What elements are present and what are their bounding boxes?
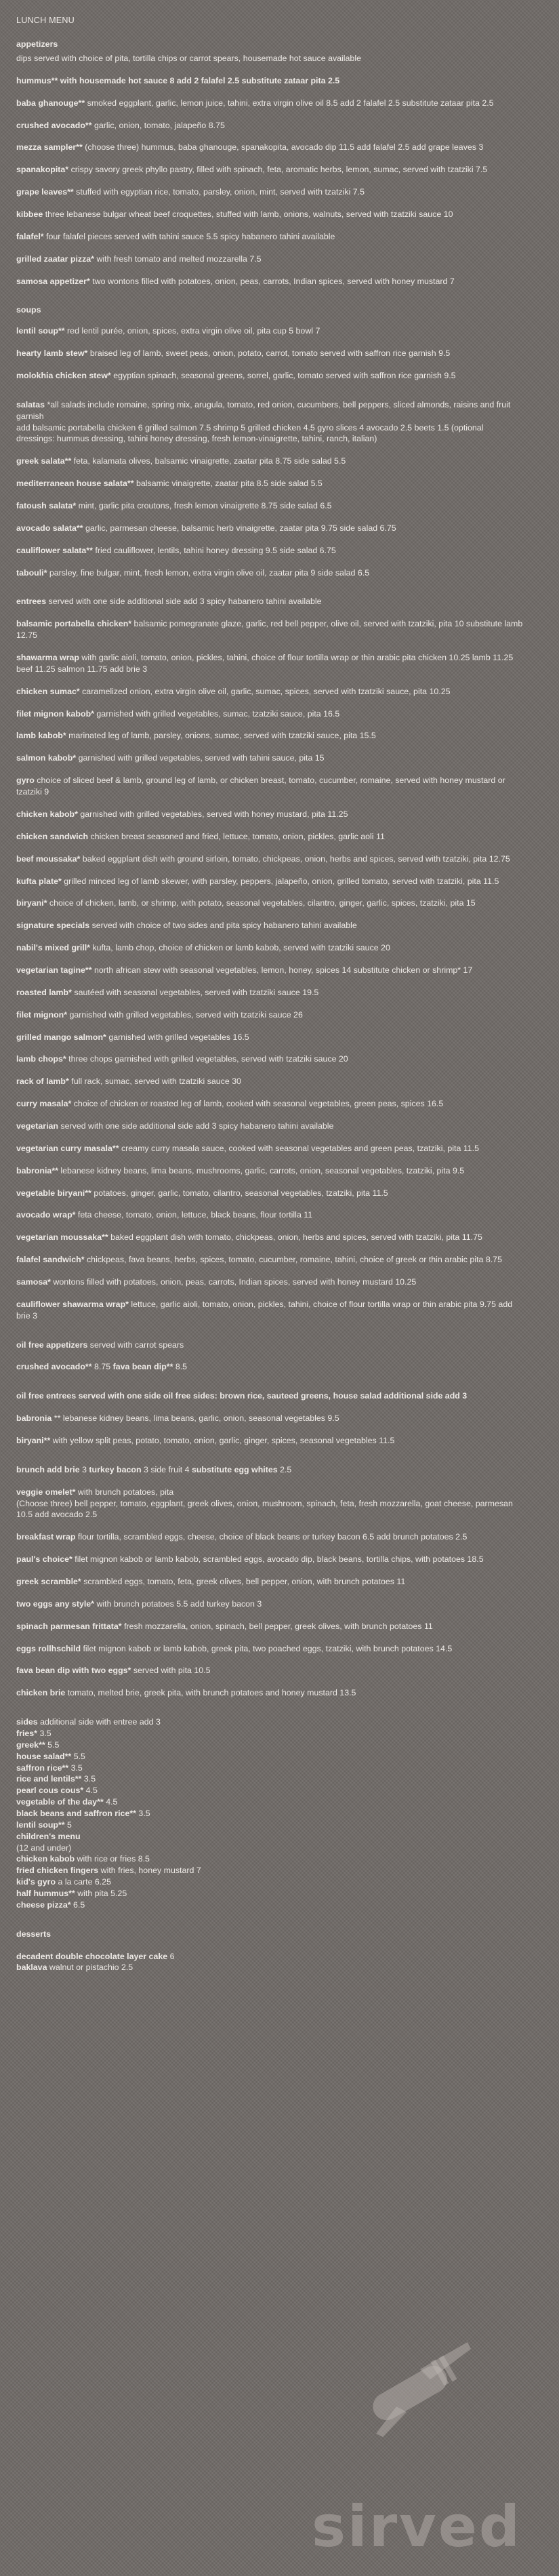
page-title: LUNCH MENU bbox=[16, 16, 75, 25]
menu-item bbox=[16, 1796, 523, 1808]
section-heading: desserts bbox=[16, 1929, 51, 1939]
menu-item bbox=[16, 1865, 523, 1876]
desserts-section bbox=[16, 1929, 523, 1974]
menu-item bbox=[16, 1888, 523, 1899]
item-description: grilled minced leg of lamb skewer, with parsley, peppers, jalapeño, onion, grilled tomato, served with tzatziki, pita 11.5 bbox=[61, 876, 499, 886]
item-name: samosa appetizer* bbox=[16, 276, 90, 286]
item-name: half hummus** bbox=[16, 1889, 75, 1899]
item-name: cauliflower shawarma wrap* bbox=[16, 1299, 129, 1309]
item-description: full rack, sumac, served with tzatziki sauce 30 bbox=[68, 1076, 241, 1087]
item-description: egyptian spinach, seasonal greens, sorrel, garlic, tomato served with saffron rice garnish 9.5 bbox=[110, 371, 456, 381]
item-name: grape leaves** bbox=[16, 187, 74, 197]
menu-item bbox=[16, 1254, 523, 1266]
item-description: choice of sliced beef & lamb, ground leg of lamb, or chicken breast, tomato, cucumber, romaine, served with honey mustard or tzatziki 9 bbox=[16, 776, 505, 797]
item-description: baked eggplant dish with tomato, chickpeas, onion, herbs and spices, served with tzatziki, pita 11.75 bbox=[108, 1232, 482, 1243]
item-description: flour tortilla, scrambled eggs, cheese, choice of black beans or turkey bacon 6.5 add brunch potatoes 2.5 bbox=[75, 1532, 468, 1542]
item-name: roasted lamb* bbox=[16, 987, 72, 997]
item-description: smoked eggplant, garlic, lemon juice, tahini, extra virgin olive oil 8.5 add 2 falafel 2.5 substitute zataar pita 2.5 bbox=[85, 98, 494, 108]
menu-item bbox=[16, 1785, 523, 1796]
item-name: decadent double chocolate layer cake bbox=[16, 1951, 168, 1961]
item-name: kid's gyro bbox=[16, 1877, 56, 1887]
item-description: four falafel pieces served with tahini sauce 5.5 spicy habanero tahini available bbox=[43, 231, 335, 241]
item-name: black beans and saffron rice** bbox=[16, 1809, 136, 1819]
menu-item bbox=[16, 370, 523, 382]
item-name: cheese pizza* bbox=[16, 1899, 71, 1910]
item-name: gyro bbox=[16, 776, 35, 786]
menu-item bbox=[16, 1819, 523, 1831]
item-name: vegetarian tagine** bbox=[16, 965, 92, 975]
item-name: lamb kabob* bbox=[16, 731, 66, 741]
sides-section bbox=[16, 1716, 523, 1911]
item-name: falafel* bbox=[16, 231, 44, 241]
item-name: greek salata** bbox=[16, 456, 72, 466]
item-name: salmon kabob* bbox=[16, 753, 77, 763]
item-description: ** lebanese kidney beans, lima beans, garlic, onion, seasonal vegetables 9.5 bbox=[51, 1413, 339, 1424]
item-name: veggie omelet* bbox=[16, 1487, 76, 1497]
item-name: grilled zaatar pizza* bbox=[16, 254, 94, 264]
item-name: entrees bbox=[16, 597, 47, 607]
item-description: choice of chicken, lamb, or shrimp, with potato, seasonal vegetables, cilantro, ginger, garlic, spices, tzatziki, pita 15 bbox=[47, 898, 476, 908]
item-name: curry masala* bbox=[16, 1099, 72, 1109]
item-name: fries* bbox=[16, 1729, 37, 1739]
item-description: served with choice of two sides and pita spicy habanero tahini available bbox=[89, 921, 357, 931]
menu-item bbox=[16, 142, 523, 153]
item-description: creamy curry masala sauce, cooked with seasonal vegetables and green peas, tzatziki, pita 11.5 bbox=[119, 1143, 480, 1153]
menu-item bbox=[16, 809, 523, 820]
item-name: hummus** bbox=[16, 75, 58, 85]
item-name: fava bean dip with two eggs* bbox=[16, 1666, 131, 1676]
item-description: lettuce, garlic aioli, tomato, onion, pickles, tahini, choice of flour tortilla wrap or thin arabic pita 9.75 add brie 3 bbox=[16, 1299, 513, 1321]
item-description: chickpeas, fava beans, herbs, spices, tomato, cucumber, romaine, tahini, choice of greek or thin arabic pita 8.75 bbox=[84, 1255, 502, 1265]
item-name: paul's choice* bbox=[16, 1554, 73, 1565]
menu-item bbox=[16, 1843, 523, 1854]
item-description: 4.5 bbox=[83, 1786, 98, 1796]
item-name: filet mignon kabob* bbox=[16, 708, 94, 719]
menu-item bbox=[16, 987, 523, 999]
menu-item bbox=[16, 325, 523, 337]
item-name: grilled mango salmon* bbox=[16, 1032, 106, 1042]
menu-section bbox=[16, 39, 523, 287]
menu-item bbox=[16, 500, 523, 512]
item-name: beef moussaka* bbox=[16, 853, 81, 864]
swiss-army-knife-icon bbox=[356, 2332, 478, 2440]
item-name: hearty lamb stew* bbox=[16, 348, 88, 359]
menu-item bbox=[16, 596, 523, 607]
item-name: rack of lamb* bbox=[16, 1076, 69, 1087]
menu-item bbox=[16, 1598, 523, 1610]
item-name: sides bbox=[16, 1717, 38, 1727]
item-name: avocado salata** bbox=[16, 523, 83, 533]
item-description: 3.5 bbox=[81, 1774, 96, 1784]
menu-item bbox=[16, 1188, 523, 1199]
section-heading: soups bbox=[16, 305, 41, 315]
menu-section bbox=[16, 399, 523, 579]
item-description: 8.75 bbox=[91, 1362, 113, 1372]
item-description: crispy savory greek phyllo pastry, filled with spinach, feta, aromatic herbs, lemon, sumac, served with tzatziki 7.5 bbox=[68, 165, 488, 175]
section-heading: appetizers bbox=[16, 39, 58, 49]
item-description: choice of chicken or roasted leg of lamb, cooked with seasonal vegetables, green peas, spices 16.5 bbox=[71, 1099, 444, 1109]
item-name: vegetable biryani** bbox=[16, 1188, 91, 1198]
item-description: garnished with grilled vegetables 16.5 bbox=[106, 1032, 249, 1042]
menu-item bbox=[16, 853, 523, 865]
menu-item bbox=[16, 545, 523, 557]
item-name: babronia bbox=[16, 1413, 52, 1424]
item-name: baba ghanouge** bbox=[16, 98, 85, 108]
item-description: 2.5 bbox=[277, 1464, 292, 1474]
item-description: fried cauliflower, lentils, tahini honey dressing 9.5 side salad 6.75 bbox=[92, 545, 336, 555]
menu-item bbox=[16, 1751, 523, 1763]
menu-item bbox=[16, 1728, 523, 1739]
item-name: samosa* bbox=[16, 1276, 51, 1287]
item-name: mezza sampler** bbox=[16, 142, 83, 153]
menu-item bbox=[16, 209, 523, 220]
item-description: (choose three) hummus, baba ghanouge, spanakopita, avocado dip 11.5 add falafel 2.5 add grape leaves 3 bbox=[82, 142, 484, 153]
menu-item bbox=[16, 1390, 523, 1402]
item-name: spanakopita* bbox=[16, 165, 69, 175]
menu-item bbox=[16, 1076, 523, 1087]
item-name: chicken kabob bbox=[16, 1854, 75, 1864]
menu-item bbox=[16, 1739, 523, 1751]
item-description: 3 bbox=[79, 1464, 89, 1474]
item-name: babronia** bbox=[16, 1165, 58, 1175]
menu-item bbox=[16, 231, 523, 243]
item-description: *all salads include romaine, spring mix, arugula, tomato, red onion, cucumbers, bell peppers, sliced almonds, raisins and fruit garnish add balsamic portabella chicken 6 grilled salmon 7.5 shrimp 5 grilled chicken 4.5 gyro slices 4 avocado 2.5 beets 1.5 (optional dressings: hummus dressing, tahini honey dressing, fresh lemon-vinaigrette, tahini, ranch, italian) bbox=[16, 399, 511, 444]
item-name: fatoush salata* bbox=[16, 501, 77, 511]
menu-item bbox=[16, 708, 523, 720]
item-name: salatas bbox=[16, 399, 45, 409]
item-description: feta, kalamata olives, balsamic vinaigrette, zaatar pita 8.75 side salad 5.5 bbox=[71, 456, 346, 466]
item-name: chicken sandwich bbox=[16, 831, 89, 841]
menu-item bbox=[16, 1165, 523, 1177]
item-description: 3.5 bbox=[136, 1809, 150, 1819]
menu-item bbox=[16, 1665, 523, 1676]
menu-item bbox=[16, 1209, 523, 1221]
menu-item bbox=[16, 399, 523, 445]
item-description: with yellow split peas, potato, tomato, onion, garlic, ginger, spices, seasonal vegetables 11.5 bbox=[50, 1435, 395, 1445]
item-description: garnished with grilled vegetables, sumac, tzatziki sauce, pita 16.5 bbox=[94, 708, 340, 719]
item-description: with brunch potatoes, pita (Choose three) bell pepper, tomato, eggplant, greek olives, onion, mushroom, spinach, feta, fresh mozzarella, goat cheese, parmesan 10.5 add avocado 2.5 bbox=[16, 1487, 513, 1520]
menu-item bbox=[16, 1340, 523, 1351]
item-description: wontons filled with potatoes, onion, peas, carrots, Indian spices, served with honey mustard 10.25 bbox=[50, 1276, 417, 1287]
item-description: 3.5 bbox=[68, 1763, 83, 1773]
menu-item bbox=[16, 1716, 523, 1728]
menu-item bbox=[16, 752, 523, 764]
item-description: garnished with grilled vegetables, served with tzatziki sauce 26 bbox=[67, 1009, 303, 1020]
item-description: sautéed with seasonal vegetables, served with tzatziki sauce 19.5 bbox=[71, 987, 319, 997]
menu-item bbox=[16, 831, 523, 843]
menu-item bbox=[16, 1687, 523, 1699]
menu-item bbox=[16, 1576, 523, 1588]
menu-item bbox=[16, 652, 523, 675]
item-description: garlic, parmesan cheese, balsamic herb vinaigrette, zaatar pita 9.75 side salad 6.75 bbox=[83, 523, 396, 533]
item-description: (12 and under) bbox=[16, 1843, 72, 1853]
item-name: vegetarian moussaka** bbox=[16, 1232, 108, 1243]
item-name: oil free appetizers bbox=[16, 1340, 88, 1350]
menu-item bbox=[16, 1121, 523, 1132]
item-description: served with pita 10.5 bbox=[131, 1666, 211, 1676]
item-description: balsamic pomegranate glaze, garlic, red bell pepper, olive oil, served with tzatziki, pita 10 substitute lamb 12.75 bbox=[16, 619, 523, 641]
item-description: 8.5 bbox=[173, 1362, 188, 1372]
item-name: vegetarian curry masala** bbox=[16, 1143, 119, 1153]
menu-item bbox=[16, 1299, 523, 1322]
item-description: garlic, onion, tomato, jalapeño 8.75 bbox=[91, 120, 225, 130]
item-name: falafel sandwich* bbox=[16, 1255, 85, 1265]
item-name: pearl cous cous* bbox=[16, 1786, 84, 1796]
menu-item bbox=[16, 164, 523, 176]
menu-item bbox=[16, 1763, 523, 1774]
menu-sections bbox=[16, 39, 523, 1699]
menu-item bbox=[16, 1554, 523, 1565]
menu-item bbox=[16, 1899, 523, 1911]
menu-item bbox=[16, 254, 523, 265]
item-description: scrambled eggs, tomato, feta, greek olives, bell pepper, onion, with brunch potatoes 11 bbox=[81, 1577, 406, 1586]
item-description: additional side with entree add 3 bbox=[37, 1717, 161, 1727]
item-name: oil free entrees served with one side oil free sides: brown rice, sauteed greens, house salad additional side add 3 bbox=[16, 1391, 468, 1401]
menu-item bbox=[16, 686, 523, 698]
menu-item bbox=[16, 1621, 523, 1632]
menu-item bbox=[16, 1232, 523, 1243]
item-description: braised leg of lamb, sweet peas, onion, potato, carrot, tomato served with saffron rice garnish 9.5 bbox=[87, 348, 451, 359]
item-description: north african stew with seasonal vegetables, lemon, honey, spices 14 substitute chicken or shrimp* 17 bbox=[91, 965, 473, 975]
item-description: 3 side fruit 4 bbox=[141, 1464, 192, 1474]
item-description: filet mignon kabob or lamb kabob, greek pita, two poached eggs, tzatziki, with brunch potatoes 14.5 bbox=[81, 1643, 453, 1653]
item-name: kufta plate* bbox=[16, 876, 62, 886]
item-description: marinated leg of lamb, parsley, onions, sumac, served with tzatziki sauce, pita 15.5 bbox=[66, 731, 376, 741]
menu-item bbox=[16, 276, 523, 287]
item-name: molokhia chicken stew* bbox=[16, 371, 111, 381]
item-description: stuffed with egyptian rice, tomato, parsley, onion, mint, served with tzatziki 7.5 bbox=[73, 187, 365, 197]
item-name: lentil soup** bbox=[16, 326, 65, 336]
watermark-text: sirved bbox=[311, 2493, 522, 2560]
item-description: with rice or fries 8.5 bbox=[75, 1854, 150, 1864]
menu-item bbox=[16, 1962, 523, 1973]
item-description: 6.5 bbox=[70, 1899, 85, 1910]
menu-item bbox=[16, 1098, 523, 1110]
menu-item bbox=[16, 730, 523, 742]
menu-section bbox=[16, 304, 523, 381]
menu-item bbox=[16, 1831, 523, 1843]
item-description: baked eggplant dish with ground sirloin, tomato, chickpeas, onion, herbs and spices, served with tzatziki, pita 12.75 bbox=[80, 853, 510, 864]
item-description: balsamic vinaigrette, zaatar pita 8.5 side salad 5.5 bbox=[133, 479, 323, 489]
item-name: chicken brie bbox=[16, 1688, 66, 1698]
item-name: chicken sumac* bbox=[16, 686, 80, 696]
menu-item bbox=[16, 1053, 523, 1065]
item-description: three lebanese bulgar wheat beef croquettes, stuffed with lamb, onions, walnuts, served with tzatziki sauce 10 bbox=[43, 209, 453, 219]
menu-item bbox=[16, 75, 523, 87]
item-name: vegetarian bbox=[16, 1121, 58, 1131]
menu-item bbox=[16, 1143, 523, 1154]
item-name: biryani* bbox=[16, 898, 47, 908]
item-description: potatoes, ginger, garlic, tomato, cilantro, seasonal vegetables, tzatziki, pita 11.5 bbox=[91, 1188, 388, 1198]
item-name: vegetable of the day** bbox=[16, 1797, 104, 1807]
item-description: chicken breast seasoned and fried, lettuce, tomato, onion, pickles, garlic aoli 11 bbox=[88, 831, 385, 841]
menu-item bbox=[16, 775, 523, 798]
section-intro: dips served with choice of pita, tortilla chips or carrot spears, housemade hot sauce available bbox=[16, 53, 361, 63]
item-description: with fries, honey mustard 7 bbox=[98, 1866, 201, 1876]
menu-item bbox=[16, 618, 523, 641]
menu-item bbox=[16, 567, 523, 579]
menu-item bbox=[16, 920, 523, 931]
item-name: eggs rollhschild bbox=[16, 1643, 81, 1653]
item-description: caramelized onion, extra virgin olive oil, garlic, sumac, spices, served with tzatziki sauce, pita 10.25 bbox=[79, 686, 451, 696]
item-description: 3.5 bbox=[37, 1729, 51, 1739]
item-description: served with carrot spears bbox=[87, 1340, 184, 1350]
menu-item bbox=[16, 1487, 523, 1521]
menu-item bbox=[16, 98, 523, 109]
item-description: kufta, lamb chop, choice of chicken or lamb kabob, served with tzatziki sauce 20 bbox=[90, 943, 390, 953]
menu-item bbox=[16, 1435, 523, 1447]
menu-item bbox=[16, 1032, 523, 1043]
item-description: a la carte 6.25 bbox=[56, 1877, 112, 1887]
menu-item bbox=[16, 898, 523, 909]
menu-item bbox=[16, 1853, 523, 1865]
item-description: fresh mozzarella, onion, spinach, bell pepper, greek olives, with brunch potatoes 11 bbox=[121, 1621, 433, 1631]
item-name: saffron rice** bbox=[16, 1763, 69, 1773]
item-name: lamb chops* bbox=[16, 1054, 66, 1064]
item-name: mediterranean house salata** bbox=[16, 479, 134, 489]
menu-item bbox=[16, 120, 523, 132]
menu-item bbox=[16, 1951, 523, 1963]
menu-item bbox=[16, 1361, 523, 1373]
item-name: balsamic portabella chicken* bbox=[16, 619, 132, 629]
item-name: avocado wrap* bbox=[16, 1210, 76, 1220]
item-description: with fresh tomato and melted mozzarella 7.5 bbox=[94, 254, 262, 264]
item-name: cauliflower salata** bbox=[16, 545, 93, 555]
item-description: 5.5 bbox=[45, 1739, 60, 1750]
menu-item bbox=[16, 523, 523, 534]
item-name: brunch add brie bbox=[16, 1464, 80, 1474]
menu-item bbox=[16, 456, 523, 467]
item-description: served with one side additional side add 3 spicy habanero tahini available bbox=[46, 597, 322, 607]
item-name: rice and lentils** bbox=[16, 1774, 82, 1784]
item-name: biryani** bbox=[16, 1435, 51, 1445]
item-name: greek** bbox=[16, 1739, 45, 1750]
item-description: 6 bbox=[167, 1951, 175, 1961]
item-description: parsley, fine bulgar, mint, fresh lemon, extra virgin olive oil, zaatar pita 9 side salad 6.5 bbox=[47, 567, 370, 578]
item-description: feta cheese, tomato, onion, lettuce, black beans, flour tortilla 11 bbox=[75, 1210, 313, 1220]
menu-item bbox=[16, 965, 523, 976]
menu-item bbox=[16, 1413, 523, 1424]
menu-item bbox=[16, 876, 523, 887]
item-name: house salad** bbox=[16, 1751, 72, 1761]
item-description: mint, garlic pita croutons, fresh lemon vinaigrette 8.75 side salad 6.5 bbox=[76, 501, 332, 511]
item-description: with garlic aioli, tomato, onion, pickles, tahini, choice of flour tortilla wrap or thin arabic pita chicken 10.25 lamb 11.25 beef 11.25 salmon 11.75 add brie 3 bbox=[16, 653, 514, 674]
item-name: fried chicken fingers bbox=[16, 1866, 99, 1876]
item-name: children's menu bbox=[16, 1831, 81, 1841]
item-description: two wontons filled with potatoes, onion, peas, carrots, Indian spices, served with honey mustard 7 bbox=[89, 276, 455, 286]
item-description: lebanese kidney beans, lima beans, mushrooms, garlic, carrots, onion, seasonal vegetables, tzatziki, pita 9.5 bbox=[58, 1165, 465, 1175]
menu-item bbox=[16, 942, 523, 954]
item-name: crushed avocado** bbox=[16, 120, 92, 130]
item-name: nabil's mixed grill* bbox=[16, 943, 90, 953]
item-description: with pita 5.25 bbox=[75, 1889, 127, 1899]
menu-item bbox=[16, 478, 523, 489]
item-description: 5.5 bbox=[71, 1751, 85, 1761]
menu-section bbox=[16, 1340, 523, 1373]
item-description: served with one side additional side add 3 spicy habanero tahini available bbox=[58, 1121, 334, 1131]
menu-item bbox=[16, 1009, 523, 1021]
menu-section bbox=[16, 596, 523, 1321]
item-description: 4.5 bbox=[103, 1797, 118, 1807]
menu-item bbox=[16, 1464, 523, 1476]
menu-item bbox=[16, 1876, 523, 1888]
item-name: chicken kabob* bbox=[16, 809, 78, 819]
item-description: 5 bbox=[64, 1819, 72, 1830]
menu-page bbox=[16, 15, 523, 1991]
item-name: shawarma wrap bbox=[16, 653, 79, 663]
item-name: breakfast wrap bbox=[16, 1532, 76, 1542]
sirved-watermark bbox=[305, 2332, 529, 2562]
item-name: turkey bacon bbox=[89, 1464, 142, 1474]
menu-item bbox=[16, 1276, 523, 1288]
menu-item bbox=[16, 186, 523, 198]
item-description: garnished with grilled vegetables, served with honey mustard, pita 11.25 bbox=[77, 809, 348, 819]
item-description: filet mignon kabob or lamb kabob, scrambled eggs, avocado dip, black beans, tortilla chips, with potatoes 18.5 bbox=[72, 1554, 484, 1565]
item-description: walnut or pistachio 2.5 bbox=[47, 1963, 133, 1973]
item-description: red lentil purée, onion, spices, extra virgin olive oil, pita cup 5 bowl 7 bbox=[64, 326, 320, 336]
item-name: substitute egg whites bbox=[191, 1464, 278, 1474]
menu-item bbox=[16, 1808, 523, 1819]
item-name: fava bean dip** bbox=[112, 1362, 173, 1372]
item-description: tomato, melted brie, greek pita, with brunch potatoes and honey mustard 13.5 bbox=[65, 1688, 356, 1698]
item-name: two eggs any style* bbox=[16, 1598, 94, 1609]
item-name: spinach parmesan frittata* bbox=[16, 1621, 122, 1631]
item-name: signature specials bbox=[16, 921, 90, 931]
item-name: kibbee bbox=[16, 209, 43, 219]
menu-item bbox=[16, 1643, 523, 1655]
menu-section bbox=[16, 1464, 523, 1699]
item-description: garnished with grilled vegetables, served with tahini sauce, pita 15 bbox=[76, 753, 325, 763]
menu-section bbox=[16, 1390, 523, 1447]
item-description: three chops garnished with grilled vegetables, served with tzatziki sauce 20 bbox=[66, 1054, 348, 1064]
menu-item bbox=[16, 1773, 523, 1785]
item-name: filet mignon* bbox=[16, 1009, 68, 1020]
item-name: greek scramble* bbox=[16, 1577, 81, 1586]
item-name: lentil soup** bbox=[16, 1819, 65, 1830]
item-description: with housemade hot sauce 8 add 2 falafel 2.5 substitute zataar pita 2.5 bbox=[58, 75, 340, 85]
item-name: crushed avocado** bbox=[16, 1362, 92, 1372]
item-description: with brunch potatoes 5.5 add turkey bacon 3 bbox=[94, 1598, 262, 1609]
menu-item bbox=[16, 348, 523, 359]
menu-item bbox=[16, 1531, 523, 1543]
item-name: baklava bbox=[16, 1963, 47, 1973]
item-name: tabouli* bbox=[16, 567, 47, 578]
